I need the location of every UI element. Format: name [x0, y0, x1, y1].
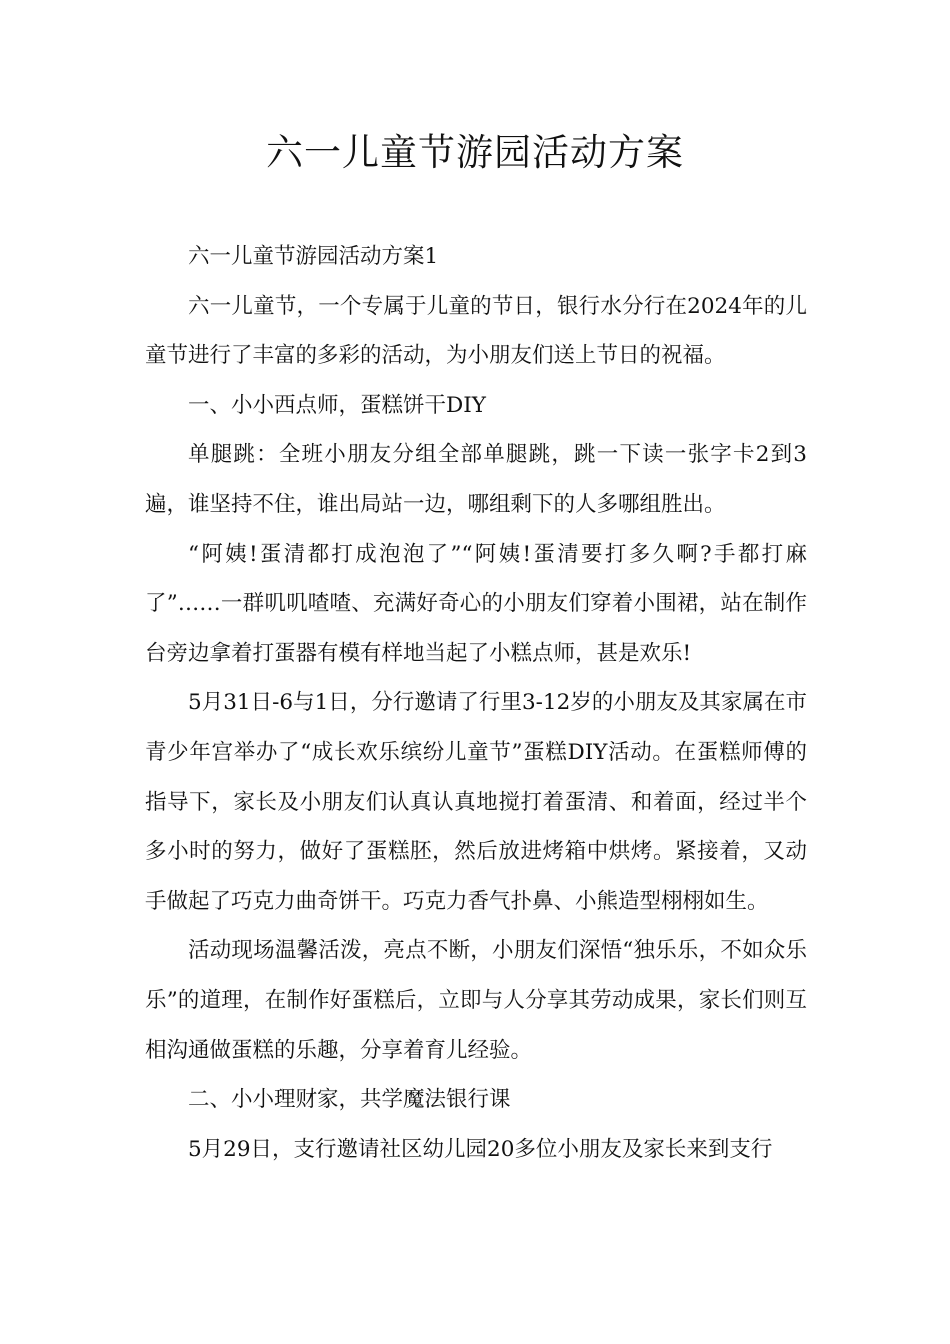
paragraph-may-29: 5月29日，支行邀请社区幼儿园20多位小朋友及家长来到支行	[188, 1136, 773, 1162]
paragraph-cake-diy: 5月31日-6与1日，分行邀请了行里3-12岁的小朋友及其家属在市青少年宫举办了“成长欢乐缤纷儿童节”蛋糕DIY活动。在蛋糕师傅的指导下，家长及小朋友们认真认真地搅打着蛋清、和着面，经过半个多小时的努力，做好了蛋糕胚，然后放进烤箱中烘烤。紧接着，又动手做起了巧克力曲奇饼干。巧克力香气扑鼻、小熊造型栩栩如生。	[145, 690, 807, 914]
paragraph-heading-two: 二、小小理财家，共学魔法银行课	[188, 1087, 511, 1113]
paragraph-quote: “阿姨!蛋清都打成泡泡了”“阿姨!蛋清要打多久啊?手都打麻了”……一群叽叽喳喳、充满好奇心的小朋友们穿着小围裙，站在制作台旁边拿着打蛋器有模有样地当起了小糕点师，甚是欢乐!	[145, 541, 807, 666]
paragraph-heading-one: 一、小小西点师，蛋糕饼干DIY	[188, 392, 486, 418]
document-body	[145, 232, 807, 1174]
paragraph-single-leg-jump: 单腿跳：全班小朋友分组全部单腿跳，跳一下读一张字卡2到3遍，谁坚持不住，谁出局站一边，哪组剩下的人多哪组胜出。	[145, 442, 807, 517]
paragraph-intro: 六一儿童节，一个专属于儿童的节日，银行水分行在2024年的儿童节进行了丰富的多彩的活动，为小朋友们送上节日的祝福。	[145, 293, 807, 369]
document-title: 六一儿童节游园活动方案	[266, 131, 684, 174]
paragraph-section-heading: 六一儿童节游园活动方案1	[188, 244, 439, 269]
paragraph-activity-scene: 活动现场温馨活泼，亮点不断，小朋友们深悟“独乐乐，不如众乐乐”的道理，在制作好蛋糕后，立即与人分享其劳动成果，家长们则互相沟通做蛋糕的乐趣，分享着育儿经验。	[145, 938, 807, 1063]
